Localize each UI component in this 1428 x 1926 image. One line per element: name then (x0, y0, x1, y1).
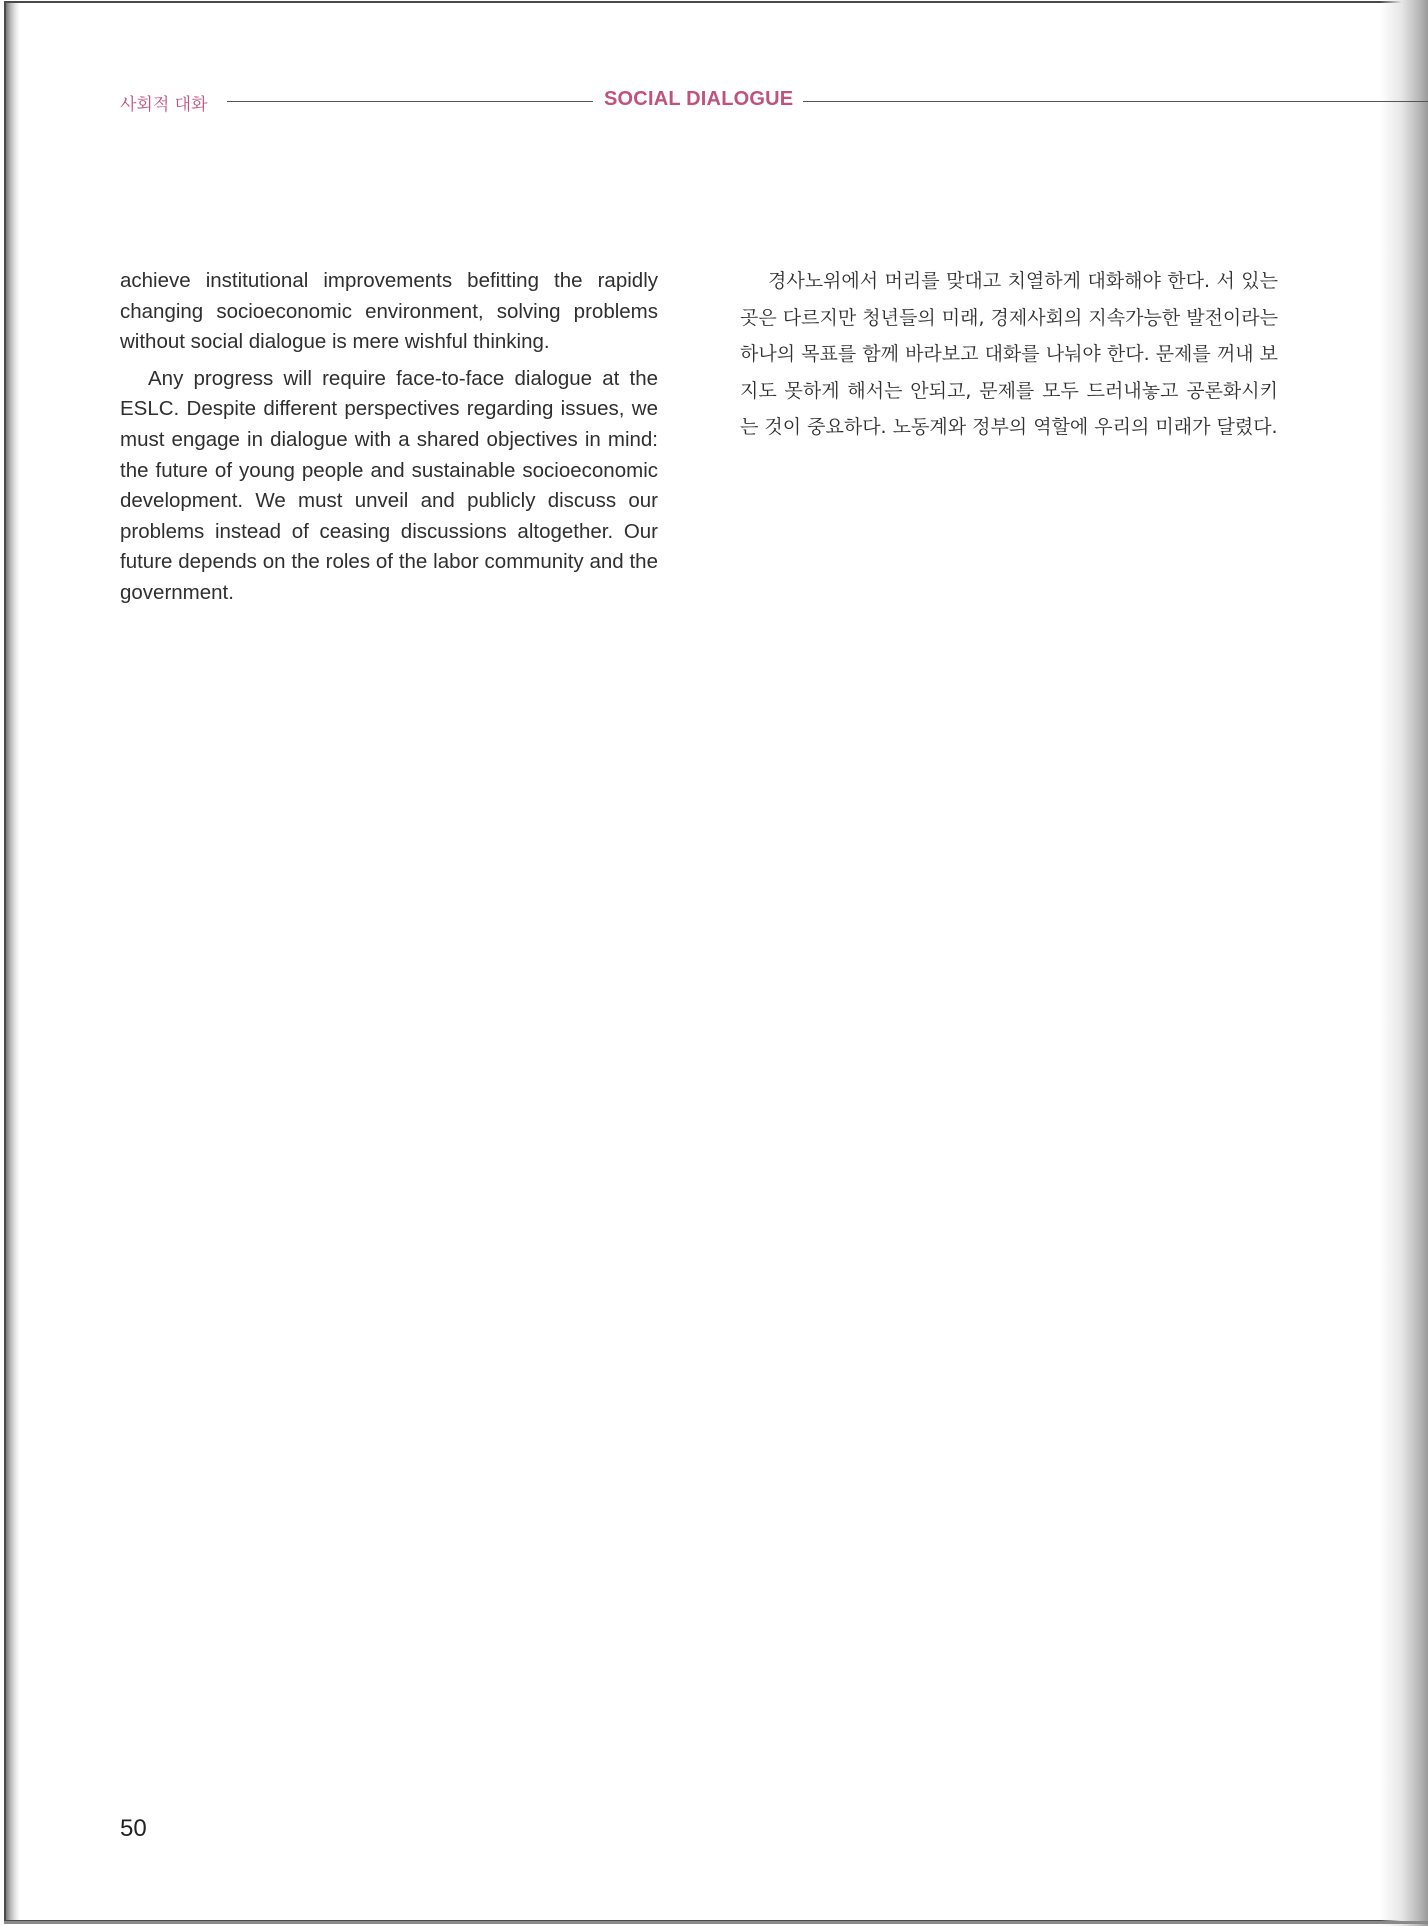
english-paragraph-1: achieve institutional improvements befitting the rapidly changing socioeconomic environment, solving problems without social dialogue is mere wishful thinking. (120, 269, 658, 354)
page-number: 50 (120, 1815, 147, 1842)
header-rule-right (803, 101, 1428, 102)
english-column (120, 266, 658, 615)
english-paragraph-2: Any progress will require face-to-face dialogue at the ESLC. Despite different perspectives regarding issues, we must engage in dialogue with a shared objectives in mind: the future of young people and sustainable socioeconomic development. We must unveil and publicly discuss our problems instead of ceasing discussions altogether. Our future depends on the roles of the labor community and the government. (120, 366, 658, 604)
korean-paragraph-1: 경사노위에서 머리를 맞대고 치열하게 대화해야 한다. 서 있는 곳은 다르지만 청년들의 미래, 경제사회의 지속가능한 발전이라는 하나의 목표를 함께 바라보고 대화를 나눠야 한다. 문제를 꺼내 보지도 못하게 해서는 안되고, 문제를 모두 드러내놓고 공론화시키는 것이 중요하다. 노동계와 정부의 역할에 우리의 미래가 달렸다. (740, 270, 1278, 439)
header-section-english: SOCIAL DIALOGUE (604, 88, 794, 110)
page-bottom-edge (4, 1921, 1428, 1924)
page-edge-shadow (1380, 0, 1428, 1926)
header-rule-left (227, 101, 593, 102)
running-header (120, 88, 1428, 116)
header-section-korean: 사회적 대화 (120, 95, 208, 115)
korean-column (740, 263, 1278, 446)
spine-shadow (6, 3, 20, 1920)
